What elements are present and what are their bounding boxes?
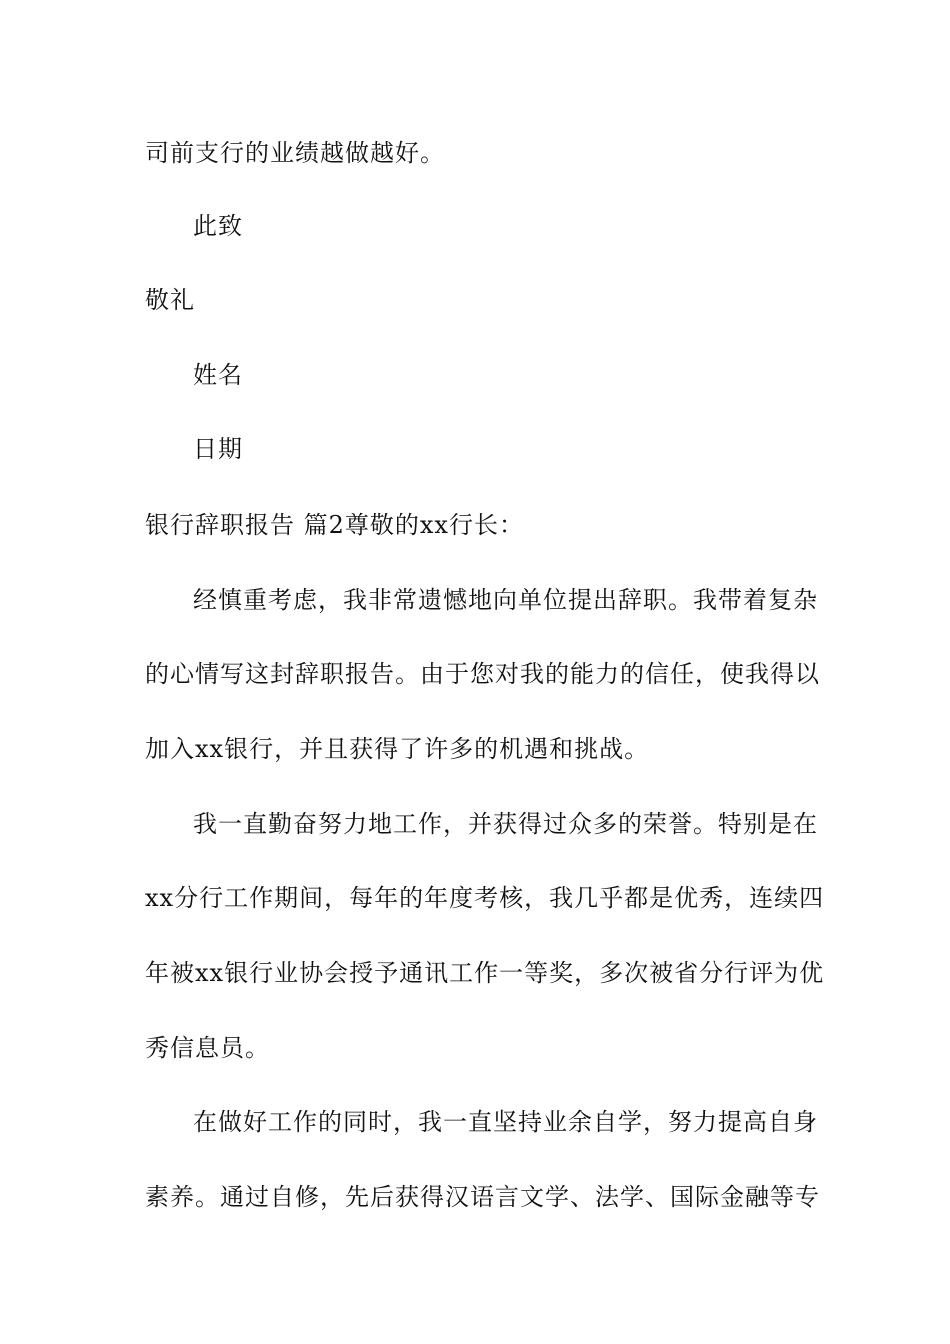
paragraph-line: 经慎重考虑，我非常遗憾地向单位提出辞职。我带着复杂 (193, 586, 818, 614)
paragraph-line: 素养。通过自修，先后获得汉语言文学、法学、国际金融等专 (145, 1183, 820, 1211)
section-heading: 银行辞职报告 篇2尊敬的xx行长： (145, 511, 524, 539)
salutation-cizhi: 此致 (193, 212, 243, 240)
paragraph-line: 年被xx银行业协会授予通讯工作一等奖，多次被省分行评为优 (145, 959, 825, 987)
signature-date: 日期 (193, 435, 243, 463)
paragraph-line: 秀信息员。 (145, 1034, 270, 1062)
paragraph-line: 加入xx银行，并且获得了许多的机遇和挑战。 (145, 735, 650, 763)
paragraph-line: 我一直勤奋努力地工作，并获得过众多的荣誉。特别是在 (193, 810, 818, 838)
signature-name: 姓名 (193, 361, 243, 389)
paragraph-line: xx分行工作期间，每年的年度考核，我几乎都是优秀，连续四 (145, 884, 825, 912)
salutation-jingli: 敬礼 (145, 286, 195, 314)
paragraph-line: 的心情写这封辞职报告。由于您对我的能力的信任，使我得以 (145, 660, 820, 688)
closing-text-line: 司前支行的业绩越做越好。 (145, 139, 445, 167)
paragraph-line: 在做好工作的同时，我一直坚持业余自学，努力提高自身 (193, 1108, 818, 1136)
